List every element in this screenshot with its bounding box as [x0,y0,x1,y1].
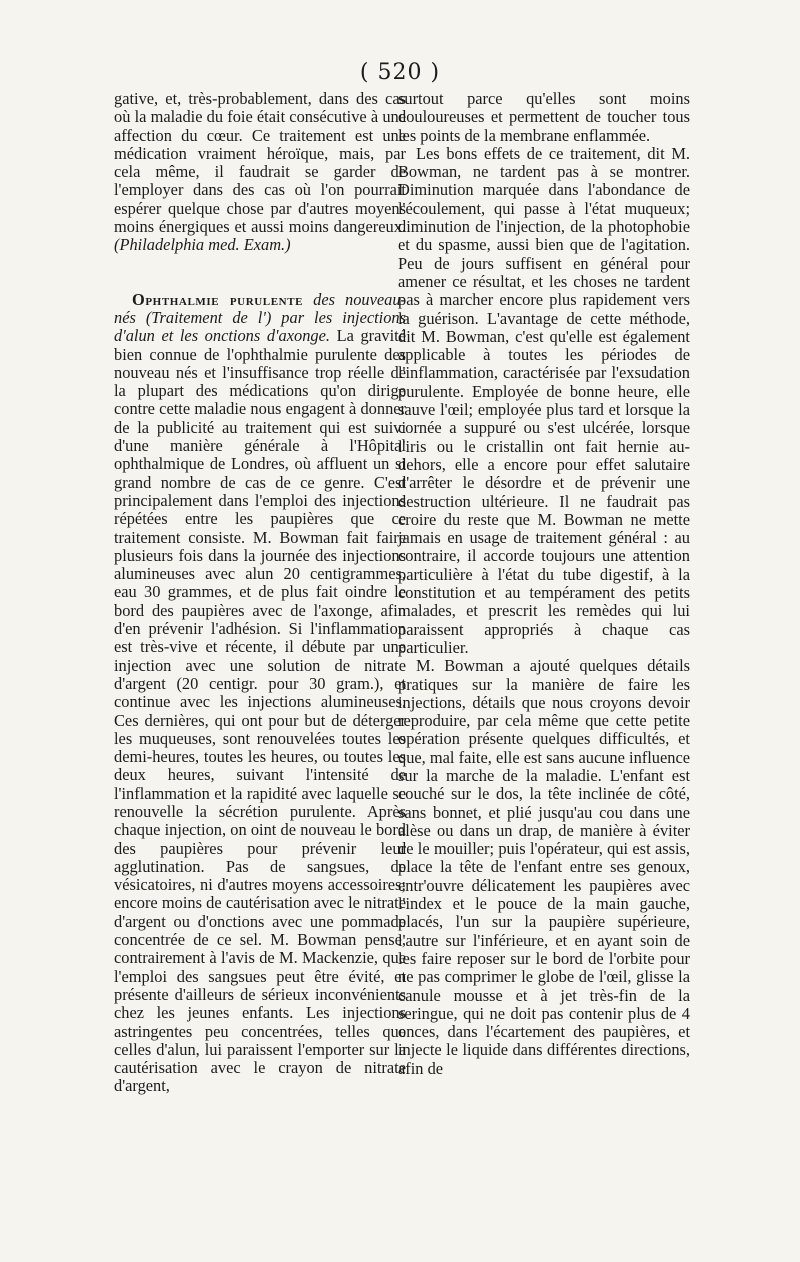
article-title: Ophthalmie purulente [132,289,304,309]
page-number: ( 520 ) [359,60,441,85]
right-column [398,90,690,1078]
left-column [114,90,406,1096]
article-subtitle: des nouveau-nés (Traitement de l') par les injections d'alun et les onctions d'axonge. [114,289,406,346]
article-body: La gravité bien connue de l'ophthalmie purulente des nouveau nés et l'insuffisance trop réelle de la plupart des médications qu'on dirige contre cette maladie nous engagent à donner de la publicité au traitement qui est suivi d'une manière générale à l'Hôpital ophthalmique de Londres, où affluent un si grand nombre de cas de ce genre. C'est principalement dans l'emploi des injections répétées entre les paupières que ce traitement consiste. M. Bowman fait faire plusieurs fois dans la journée des injections alumineuses avec alun 20 centigrammes, eau 30 grammes, et de plus fait oindre le bord des paupières avec de l'axonge, afin d'en prévenir l'adhésion. Si l'inflammation est très-vive et récente, il débute par une injection avec une solution de nitrate d'argent (20 centigr. pour 30 gram.), et continue avec les injections alumineuses. Ces dernières, qui ont pour but de déterger les muqueuses, sont renouvelées toutes les demi-heures, toutes les heures, ou toutes les deux heures, suivant l'intensité de l'inflammation et la rapidité avec laquelle se renouvelle la sécrétion purulente. Après chaque injection, on oint de nouveau le bord des paupières pour prévenir leur agglutination. Pas de sangsues, de vésicatoires, ni d'autres moyens accessoires; encore moins de cautérisation avec le nitrate d'argent ou d'onctions avec une pommade concentrée de ce sel. M. Bowman pense, contrairement à l'avis de M. Mackenzie, que l'emploi des sangsues peut être évité, et présente d'ailleurs de sérieux inconvénients chez les jeunes enfants. Les injections astringentes peu concentrées, telles que celles d'alun, lui paraissent l'emporter sur la cautérisation avec le crayon de nitrate d'argent, [114,326,406,1096]
right-paragraph-1: surtout parce qu'elles sont moins douloureuses et permettent de toucher tous les points de la membrane enflammée. [398,89,690,145]
left-paragraph-1 [114,90,406,255]
right-paragraph-3: M. Bowman a ajouté quelques détails pratiques sur la manière de faire les injections, détails que nous croyons devoir reproduire, par cela même que cette petite opération présente quelques difficultés, et que, mal faite, elle est sans aucune influence sur la marche de la maladie. L'enfant est couché sur le dos, la tête inclinée de côté, sans bonnet, et plié jusqu'au cou dans une alèse ou dans un drap, de manière à éviter de le mouiller; puis l'opérateur, qui est assis, place la tête de l'enfant entre ses genoux, entr'ouvre délicatement les paupières avec l'index et le pouce de la main gauche, placés, l'un sur la paupière supérieure, l'autre sur l'inférieure, et en ayant soin de les faire reposer sur le bord de l'orbite pour ne pas comprimer le globe de l'œil, glisse la canule mousse et à jet très-fin de la seringue, qui ne doit pas contenir plus de 4 onces, dans l'écartement des paupières, et injecte le liquide dans différentes directions, afin de [398,656,690,1078]
source-citation: (Philadelphia med. Exam.) [114,235,291,255]
right-paragraph-2: Les bons effets de ce traitement, dit M. Bowman, ne tardent pas à se montrer. Diminution marquée dans l'abondance de l'écoulement, qui passe à l'état muqueux; diminution de l'injection, de la photophobie et du spasme, aussi bien que de l'agitation. Peu de jours suffisent en général pour amener ce résultat, et les choses ne tardent pas à marcher encore plus rapidement vers la guérison. L'avantage de cette méthode, dit M. Bowman, c'est qu'elle est également applicable à toutes les périodes de l'inflammation, caractérisée par l'exsudation purulente. Employée de bonne heure, elle sauve l'œil; employée plus tard et lorsque la cornée a suppuré ou s'est ulcérée, lorsque l'iris ou le cristallin ont fait hernie au-dehors, elle a encore pour effet salutaire d'arrêter le désordre et de prévenir une destruction ultérieure. Il ne faudrait pas croire du reste que M. Bowman ne mette jamais en usage de traitement général : au contraire, il accorde toujours une attention particulière à l'état du tube digestif, à la constitution et au tempérament des petits malades, et prescrit les remèdes qui lui paraissent appropriés à chaque cas particulier. [398,143,690,657]
article-paragraph [114,291,406,1096]
left-paragraph-1-text: gative, et, très-probablement, dans des cas où la maladie du foie était consécutive à une affection du cœur. Ce traitement est une médication vraiment héroïque, mais, par cela même, il faudrait se garder de l'employer dans des cas où l'on pourrait espérer quelque chose par d'autres moyens moins énergiques et aussi moins dangereux. [114,89,406,237]
